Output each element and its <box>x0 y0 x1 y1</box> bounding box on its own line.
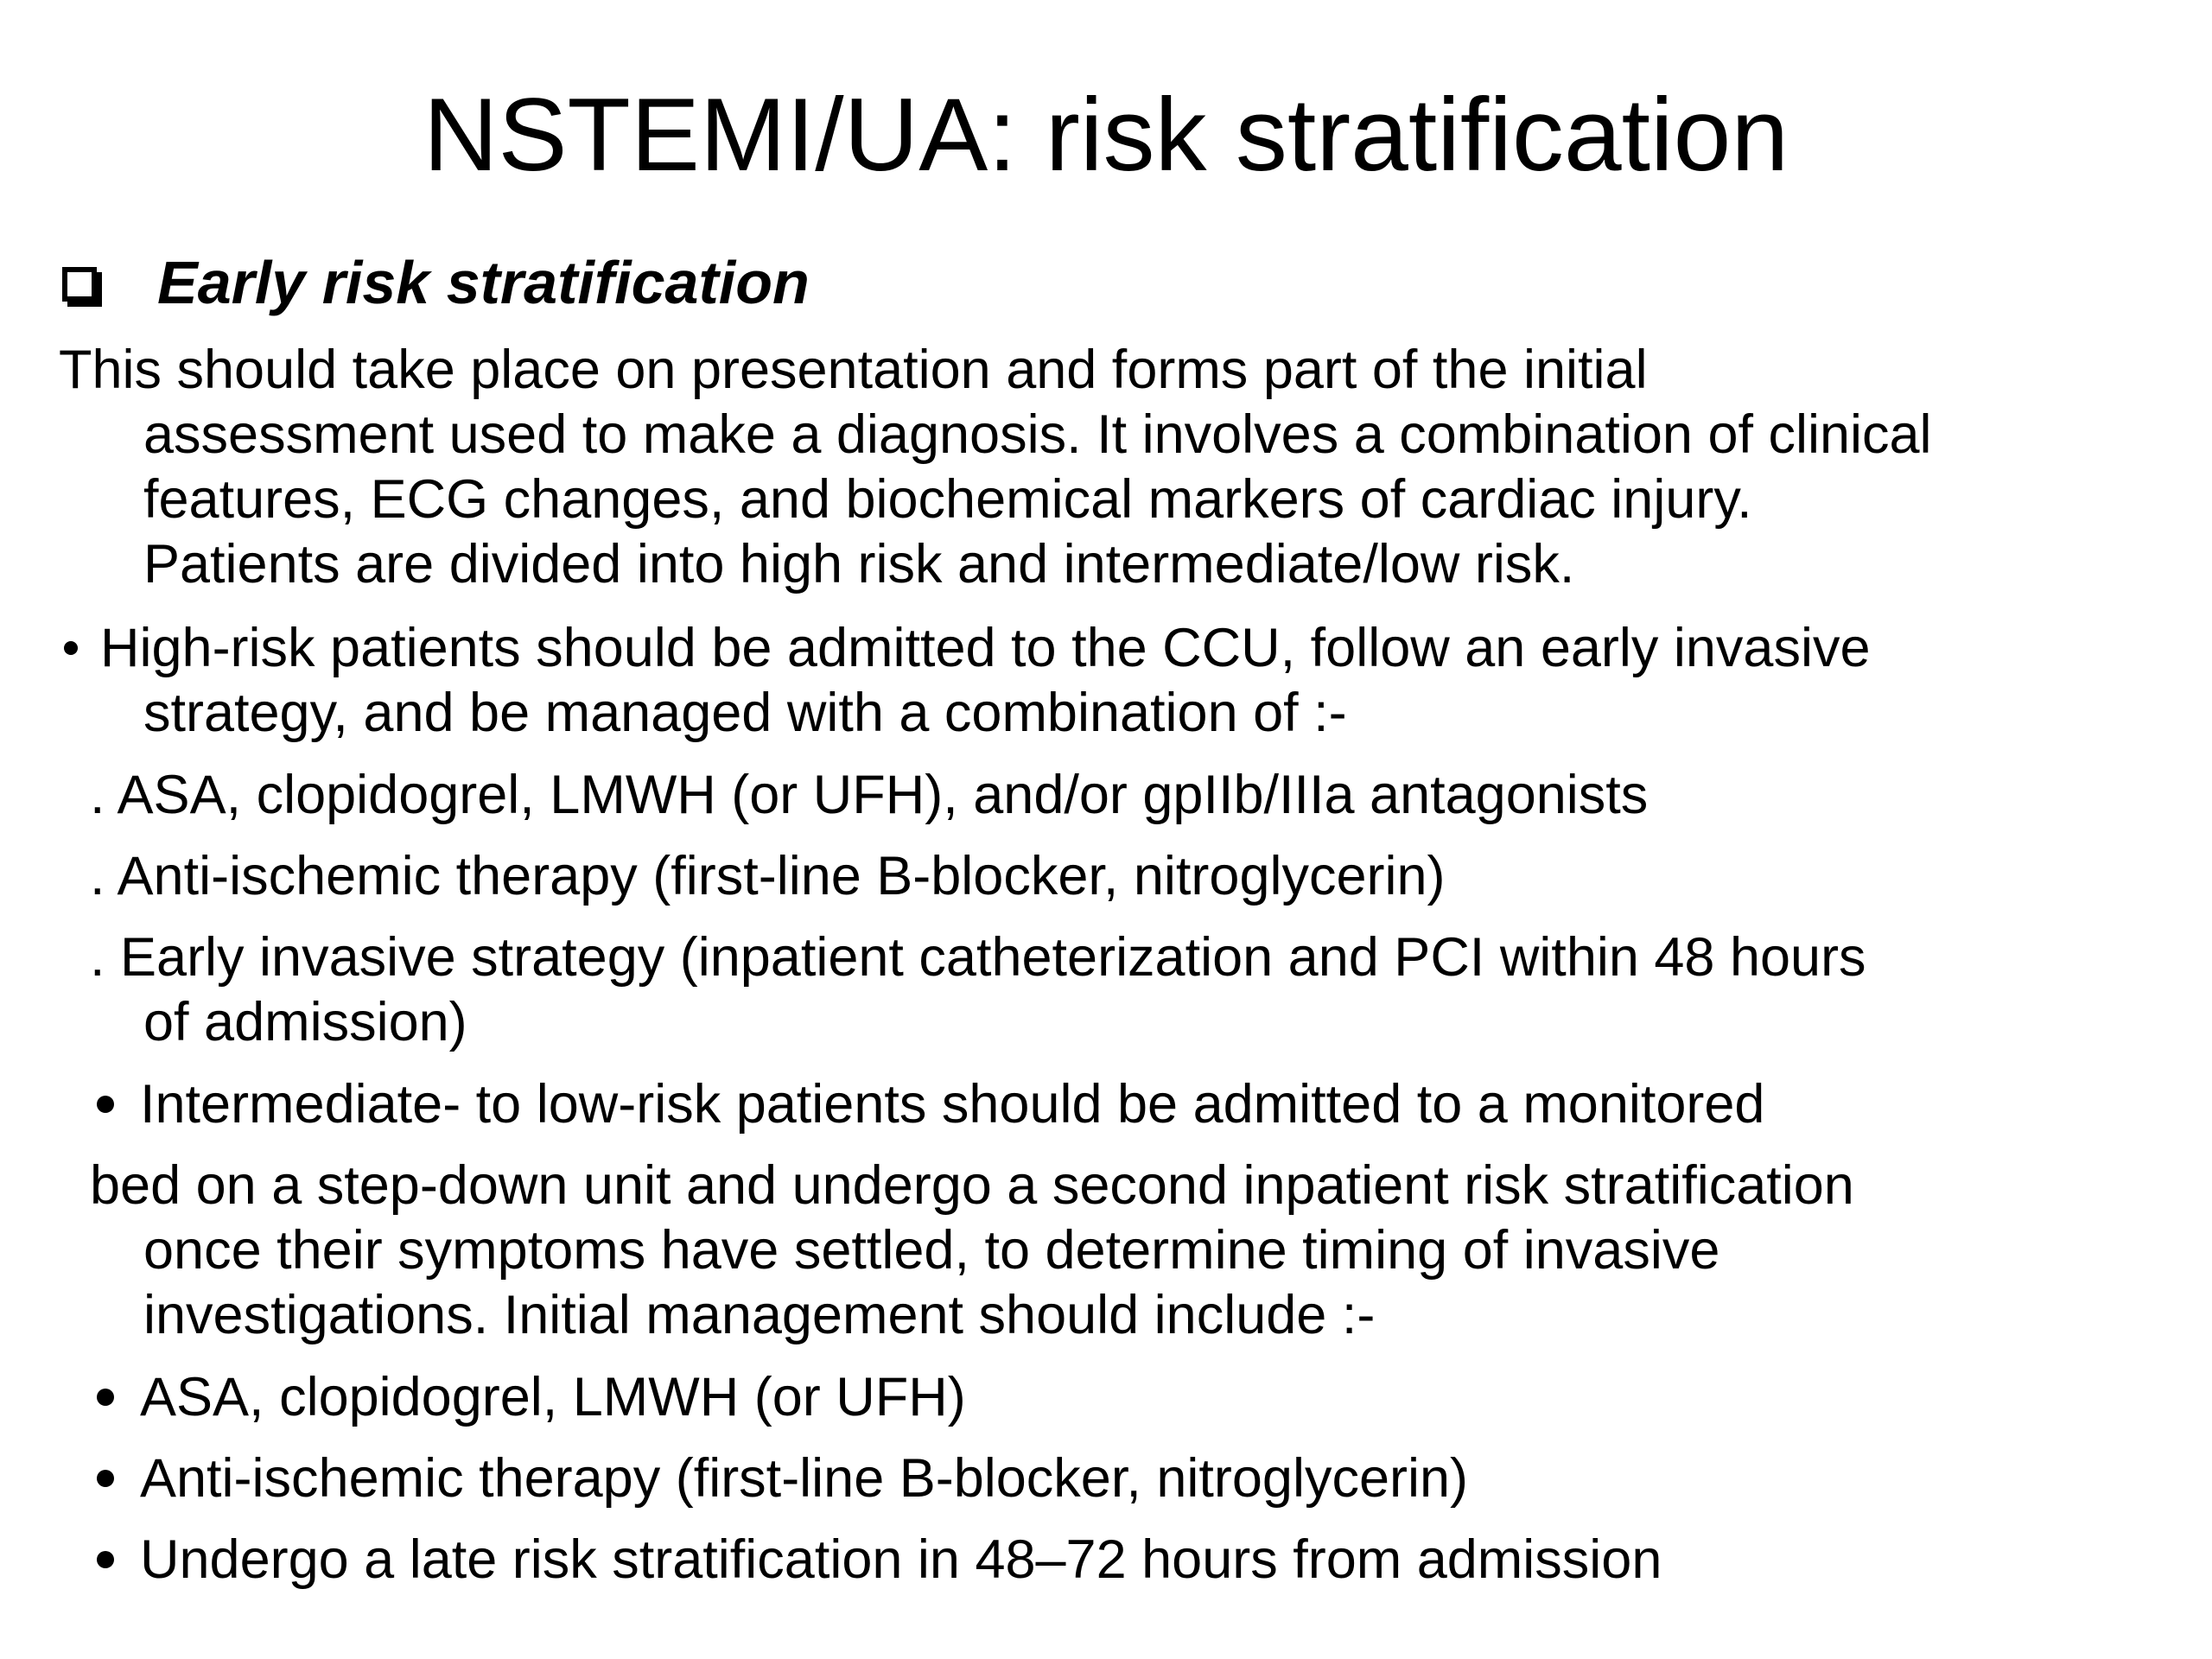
high-risk-item-3-cont: of admission) <box>143 992 467 1052</box>
intro-line-1: This should take place on presentation and forms part of the initial <box>59 340 1648 400</box>
section-heading <box>62 244 810 321</box>
intermediate-line-3: once their symptoms have settled, to determine timing of invasive <box>143 1220 1720 1281</box>
intermediate-bullet <box>97 1071 1764 1137</box>
intro-line-3: features, ECG changes, and biochemical markers of cardiac injury. <box>143 469 1752 530</box>
high-risk-bullet <box>64 615 1870 681</box>
high-risk-line-2: strategy, and be managed with a combination of :- <box>143 683 1347 743</box>
intermediate-item-1 <box>97 1364 966 1430</box>
bullet-icon <box>97 1389 114 1406</box>
intermediate-item-3-text: Undergo a late risk stratification in 48–72 hours from admission <box>140 1529 1662 1590</box>
bullet-icon <box>97 1551 114 1568</box>
intermediate-item-1-text: ASA, clopidogrel, LMWH (or UFH) <box>140 1367 966 1427</box>
high-risk-line-1: High-risk patients should be admitted to the CCU, follow an early invasive <box>100 618 1871 678</box>
high-risk-item-2: . Anti-ischemic therapy (first-line B-blocker, nitroglycerin) <box>90 846 1446 906</box>
intro-line-2: assessment used to make a diagnosis. It involves a combination of clinical <box>143 404 1932 465</box>
intermediate-line-1: Intermediate- to low-risk patients should be admitted to a monitored <box>140 1074 1765 1135</box>
bullet-icon <box>97 1470 114 1487</box>
intermediate-line-2: bed on a step-down unit and undergo a second inpatient risk stratification <box>90 1155 1854 1216</box>
intermediate-item-2 <box>97 1446 1468 1511</box>
intermediate-line-4: investigations. Initial management should include :- <box>143 1285 1376 1345</box>
high-risk-item-1: . ASA, clopidogrel, LMWH (or UFH), and/or gpIIb/IIIa antagonists <box>90 765 1649 825</box>
intermediate-item-2-text: Anti-ischemic therapy (first-line B-blocker, nitroglycerin) <box>140 1448 1468 1509</box>
intro-line-4: Patients are divided into high risk and intermediate/low risk. <box>143 534 1575 594</box>
intermediate-item-3 <box>97 1527 1662 1592</box>
section-heading-text: Early risk stratification <box>157 249 810 316</box>
bullet-icon <box>97 1096 114 1113</box>
slide-title: NSTEMI/UA: risk stratification <box>423 77 1789 193</box>
bullet-icon <box>64 641 78 655</box>
high-risk-item-3: . Early invasive strategy (inpatient catheterization and PCI within 48 hours <box>90 927 1866 988</box>
checkbox-icon <box>62 267 97 302</box>
